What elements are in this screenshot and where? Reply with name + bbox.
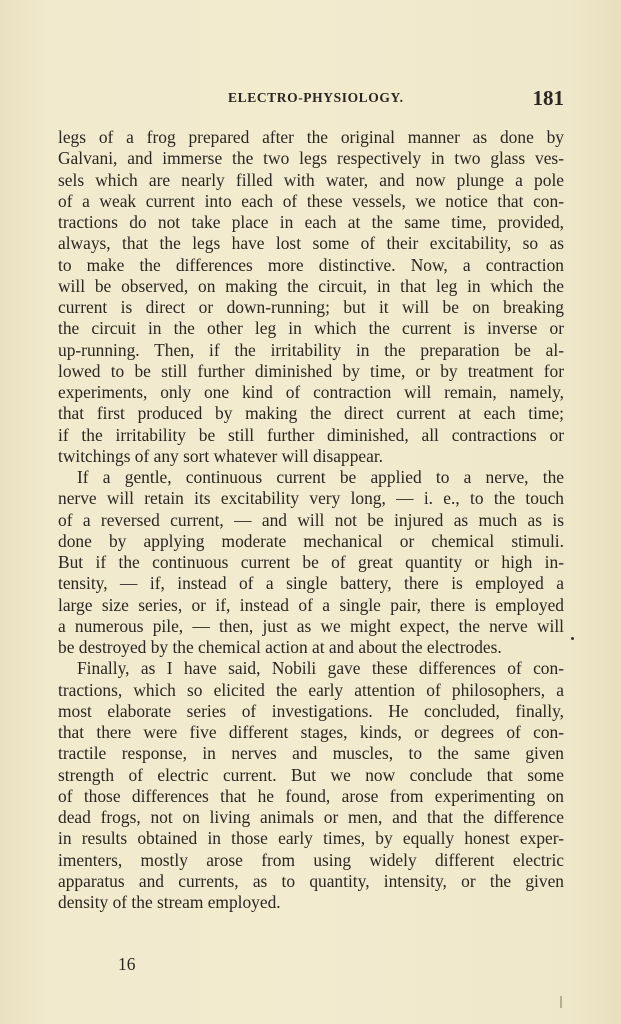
text-line: legs of a frog prepared after the original manner as done by — [58, 127, 564, 147]
body-text — [58, 127, 564, 913]
text-line: nerve will retain its excitability very long, — i. e., to the touch — [58, 488, 564, 509]
running-head-title: ELECTRO-PHYSIOLOGY. — [228, 90, 404, 105]
text-line: tractions do not take place in each at the same time, provided, — [58, 212, 564, 232]
text-line: up-running. Then, if the irritability in the preparation be al- — [58, 339, 564, 360]
text-line: the circuit in the other leg in which the current is inverse or — [58, 318, 564, 339]
text-line: But if the continuous current be of great quantity or high in- — [58, 552, 564, 572]
text-line: sels which are nearly filled with water, and now plunge a pole — [58, 169, 564, 190]
text-line: a numerous pile, — then, just as we might expect, the nerve will — [58, 615, 564, 636]
text-line: If a gentle, continuous current be applied to a nerve, the — [77, 467, 564, 487]
text-line: most elaborate series of investigations. He concluded, finally, — [58, 700, 564, 721]
text-line: be destroyed by the chemical action at and about the electrodes. — [58, 637, 502, 657]
text-line: that first produced by making the direct current at each time; — [58, 403, 564, 424]
text-line: twitchings of any sort whatever will disappear. — [58, 445, 384, 466]
page-number: 181 — [532, 86, 564, 110]
text-line: lowed to be still further diminished by time, or by treatment for — [58, 360, 564, 381]
running-head — [228, 86, 564, 110]
text-line: large size series, or if, instead of a single pair, there is employed — [58, 594, 564, 615]
text-line: apparatus and currents, as to quantity, intensity, or the given — [58, 870, 564, 891]
text-line: if the irritability be still further diminished, all contractions or — [58, 424, 564, 445]
text-line: in results obtained in those early times, by equally honest exper- — [58, 828, 564, 849]
text-line: that there were five different stages, kinds, or degrees of con- — [58, 722, 564, 742]
text-line: imenters, mostly arose from using widely different electric — [58, 849, 564, 870]
text-line: Finally, as I have said, Nobili gave these differences of con- — [77, 658, 564, 679]
page-crease — [560, 996, 562, 1008]
ink-speck — [571, 637, 574, 640]
text-line: density of the stream employed. — [58, 892, 281, 912]
text-line: dead frogs, not on living animals or men, and that the difference — [58, 807, 564, 827]
text-line: always, that the legs have lost some of their excitability, so as — [58, 233, 564, 254]
text-line: tractions, which so elicited the early attention of philosophers, a — [58, 679, 564, 700]
text-line: done by applying moderate mechanical or chemical stimuli. — [58, 530, 564, 551]
text-line: Galvani, and immerse the two legs respectively in two glass ves- — [58, 148, 564, 169]
text-line: will be observed, on making the circuit, in that leg in which the — [58, 275, 564, 296]
text-line: current is direct or down-running; but it will be on breaking — [58, 297, 564, 317]
signature-mark: 16 — [118, 954, 136, 974]
text-line: tensity, — if, instead of a single battery, there is employed a — [58, 573, 564, 594]
text-line: to make the differences more distinctive. Now, a contraction — [58, 254, 564, 275]
text-line: strength of electric current. But we now conclude that some — [58, 764, 564, 785]
text-line: of a weak current into each of these vessels, we notice that con- — [58, 190, 564, 211]
text-line: of a reversed current, — and will not be injured as much as is — [58, 509, 564, 530]
text-line: experiments, only one kind of contraction will remain, namely, — [58, 382, 564, 402]
text-line: tractile response, in nerves and muscles, to the same given — [58, 743, 564, 764]
text-line: of those differences that he found, arose from experimenting on — [58, 785, 564, 806]
